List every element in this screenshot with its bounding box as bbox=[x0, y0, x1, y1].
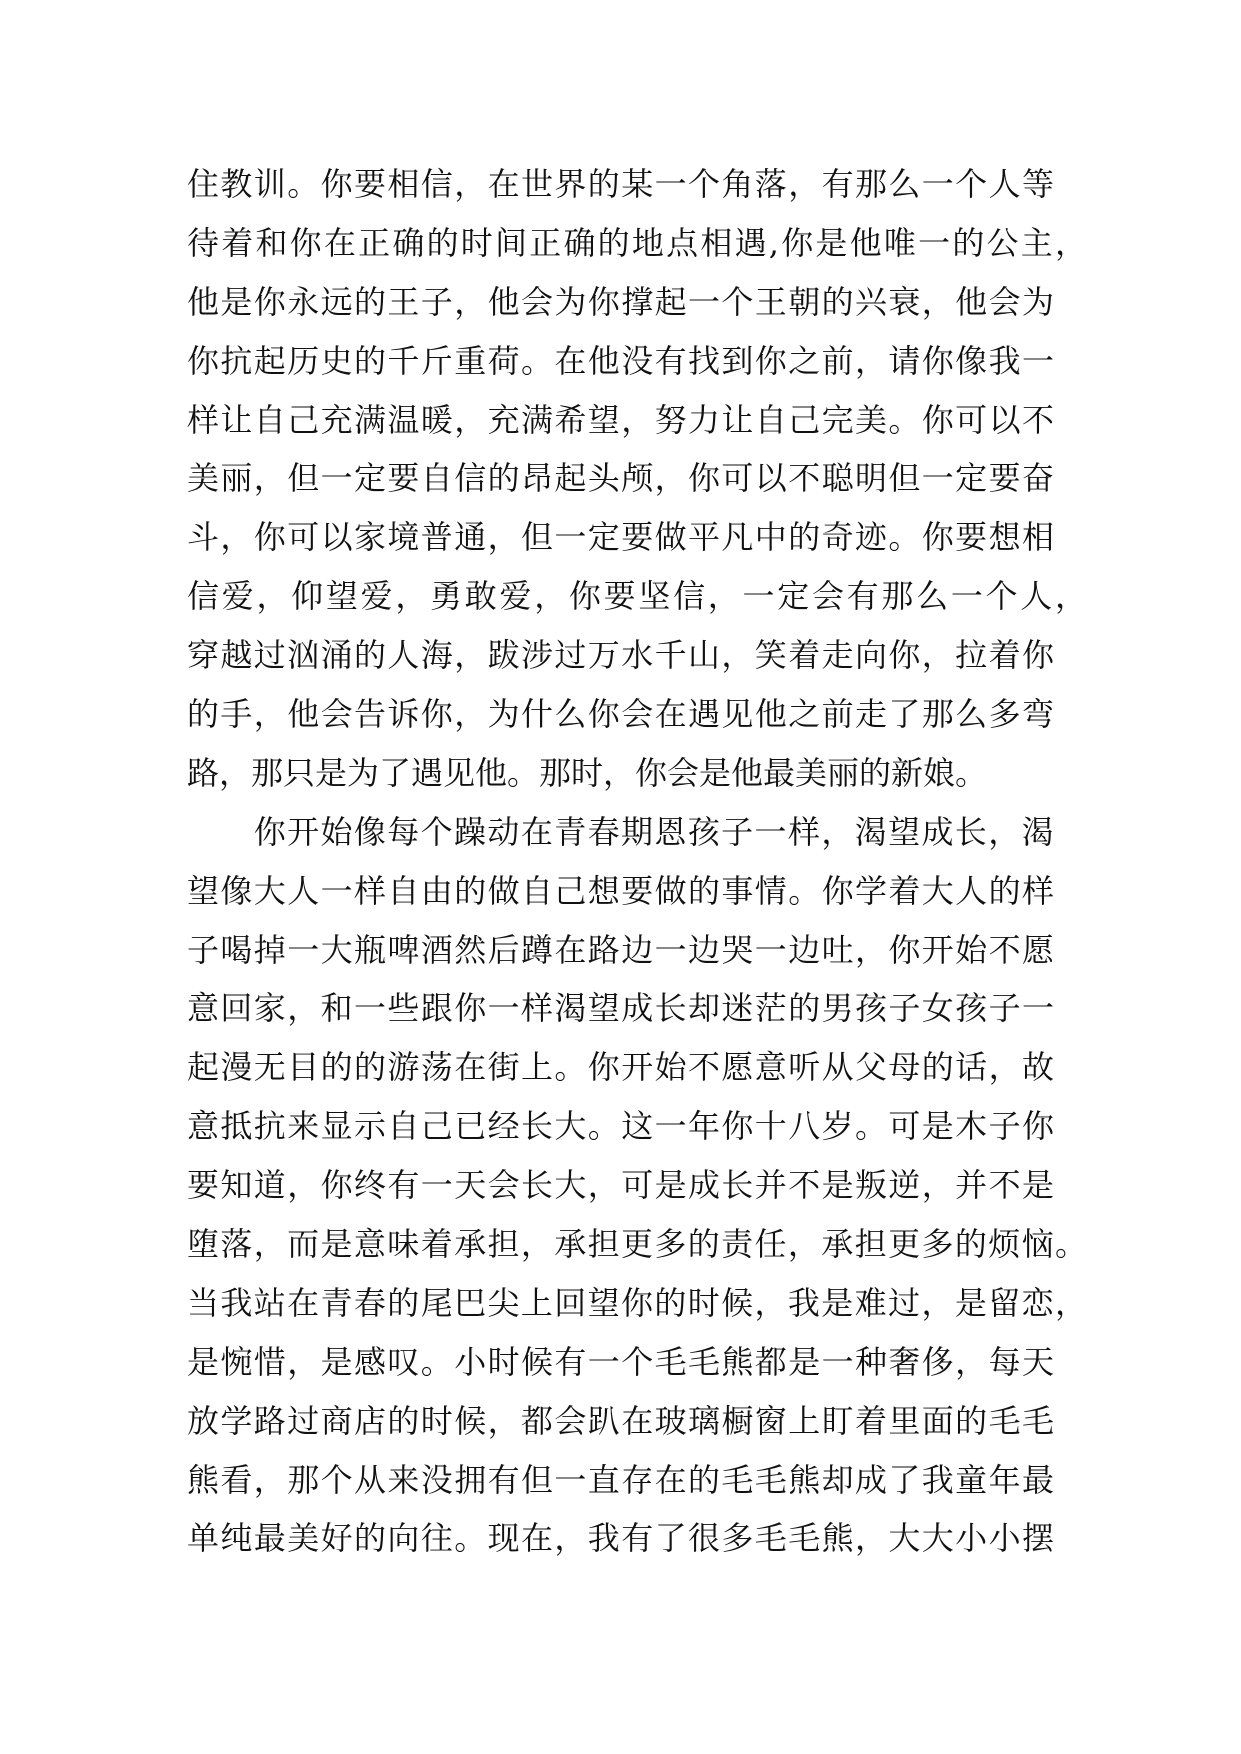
paragraph-1 bbox=[187, 155, 1087, 803]
text-line: 路，那只是为了遇见他。那时，你会是他最美丽的新娘。 bbox=[187, 753, 988, 792]
text-line: 斗，你可以家境普通，但一定要做平凡中的奇迹。你要想相 bbox=[187, 518, 1054, 557]
text-line: 美丽，但一定要自信的昂起头颅，你可以不聪明但一定要奋 bbox=[187, 459, 1054, 498]
text-line: 子喝掉一大瓶啤酒然后蹲在路边一边哭一边吐，你开始不愿 bbox=[187, 930, 1054, 969]
text-line: 意抵抗来显示自己已经长大。这一年你十八岁。可是木子你 bbox=[187, 1107, 1054, 1146]
body-text bbox=[187, 155, 1087, 1568]
text-line: 住教训。你要相信，在世界的某一个角落，有那么一个人等 bbox=[187, 165, 1054, 203]
paragraph-2 bbox=[187, 803, 1087, 1569]
text-line: 起漫无目的的游荡在街上。你开始不愿意听从父母的话，故 bbox=[187, 1048, 1054, 1087]
text-line: 意回家，和一些跟你一样渴望成长却迷茫的男孩子女孩子一 bbox=[187, 989, 1054, 1028]
text-line: 放学路过商店的时候，都会趴在玻璃橱窗上盯着里面的毛毛 bbox=[187, 1401, 1054, 1440]
text-line: 信爱，仰望爱，勇敢爱，你要坚信，一定会有那么一个人， bbox=[187, 577, 1087, 616]
text-line: 堕落，而是意味着承担，承担更多的责任，承担更多的烦恼。 bbox=[187, 1225, 1087, 1264]
text-line: 样让自己充满温暖，充满希望，努力让自己完美。你可以不 bbox=[187, 400, 1054, 439]
text-line: 待着和你在正确的时间正确的地点相遇,你是他唯一的公主， bbox=[187, 223, 1087, 262]
text-line: 熊看，那个从来没拥有但一直存在的毛毛熊却成了我童年最 bbox=[187, 1460, 1054, 1499]
text-line: 要知道，你终有一天会长大，可是成长并不是叛逆，并不是 bbox=[187, 1166, 1054, 1205]
text-line: 你抗起历史的千斤重荷。在他没有找到你之前，请你像我一 bbox=[187, 341, 1054, 380]
text-line: 单纯最美好的向往。现在，我有了很多毛毛熊，大大小小摆 bbox=[187, 1519, 1054, 1558]
text-line: 你开始像每个躁动在青春期恩孩子一样，渴望成长，渴 bbox=[253, 812, 1054, 851]
text-line: 他是你永远的王子，他会为你撑起一个王朝的兴衰，他会为 bbox=[187, 282, 1054, 321]
text-line: 穿越过汹涌的人海，跋涉过万水千山，笑着走向你，拉着你 bbox=[187, 636, 1054, 675]
text-line: 望像大人一样自由的做自己想要做的事情。你学着大人的样 bbox=[187, 871, 1054, 910]
text-line: 是惋惜，是感叹。小时候有一个毛毛熊都是一种奢侈，每天 bbox=[187, 1342, 1054, 1381]
text-line: 当我站在青春的尾巴尖上回望你的时候，我是难过，是留恋， bbox=[187, 1283, 1087, 1322]
text-line: 的手，他会告诉你，为什么你会在遇见他之前走了那么多弯 bbox=[187, 695, 1054, 734]
